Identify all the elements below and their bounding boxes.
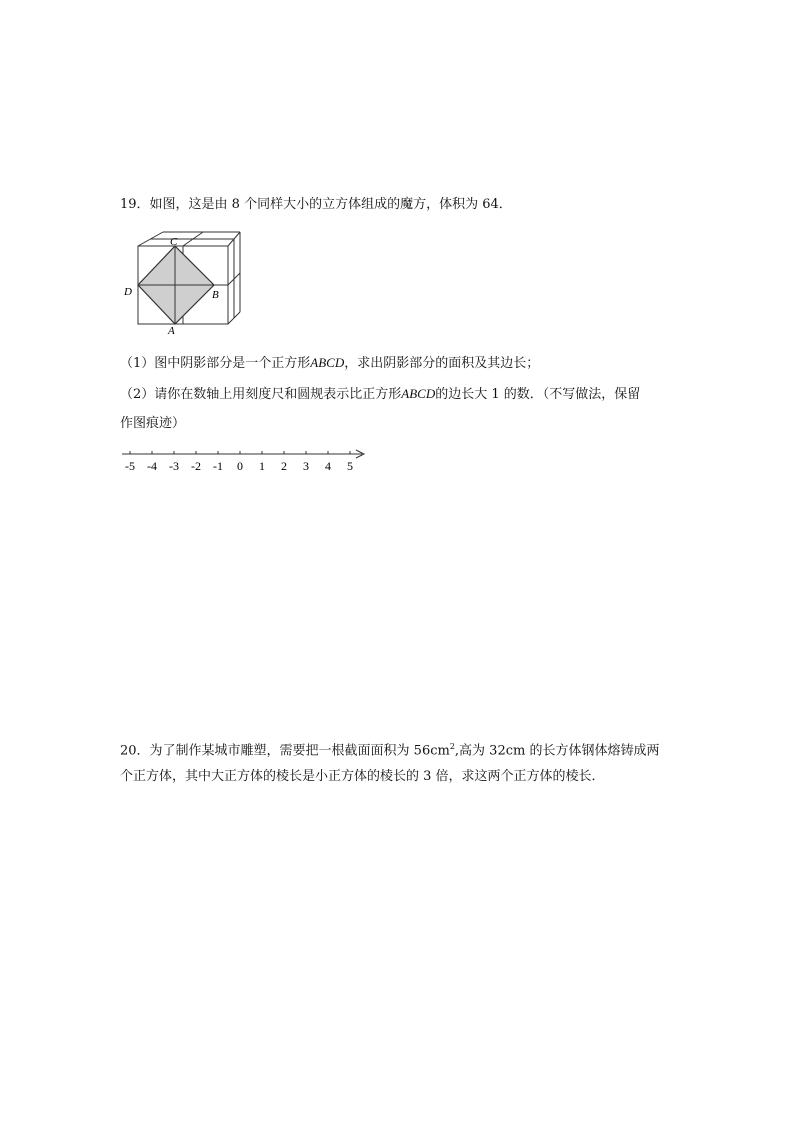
q20-line2: 个正方体，其中大正方体的棱长是小正方体的棱长的 3 倍，求这两个正方体的棱长． (120, 769, 605, 784)
number-line-label: -3 (169, 459, 179, 473)
cube-figure (118, 226, 246, 338)
number-line-label: 0 (237, 459, 243, 473)
number-line-label: 3 (303, 459, 309, 473)
q19-part1-after: ，求出阴影部分的面积及其边长； (344, 356, 540, 371)
q19-part2 (120, 385, 640, 404)
q19-part2-before: （2）请你在数轴上用刻度尺和圆规表示比正方形 (120, 387, 402, 402)
q20-line1-a: 20．为了制作某城市雕塑，需要把一根截面面积为 56cm (120, 743, 450, 759)
number-line-label: 2 (281, 459, 287, 473)
q19-part2-line2: 作图痕迹） (120, 416, 186, 431)
label-a: A (168, 325, 175, 337)
q19-part1-before: （1）图中阴影部分是一个正方形 (120, 356, 311, 371)
label-c: C (170, 236, 178, 248)
number-line-label: 4 (325, 459, 331, 473)
q19-stem: 19．如图，这是由 8 个同样大小的立方体组成的魔方，体积为 64． (120, 197, 512, 212)
number-line-label: 1 (259, 459, 265, 473)
number-line (118, 446, 374, 476)
q19-part1 (120, 354, 539, 373)
q20-line1 (120, 738, 659, 760)
label-b: B (212, 289, 219, 301)
number-line-label: -2 (191, 459, 201, 473)
q19-part2-name: ABCD (401, 386, 436, 401)
q19-part1-name: ABCD (310, 355, 345, 370)
q20-line1-b: ,高为 32cm 的长方体钢体熔铸成两 (454, 743, 660, 759)
number-line-label: -1 (213, 459, 223, 473)
q20-superscript: 2 (449, 742, 455, 751)
number-line-label: 5 (347, 459, 353, 473)
number-line-label: -4 (147, 459, 157, 473)
q19-part2-after: 的边长大 1 的数．（不写做法，保留 (435, 387, 641, 402)
label-d: D (124, 286, 132, 298)
number-line-label: -5 (125, 459, 135, 473)
